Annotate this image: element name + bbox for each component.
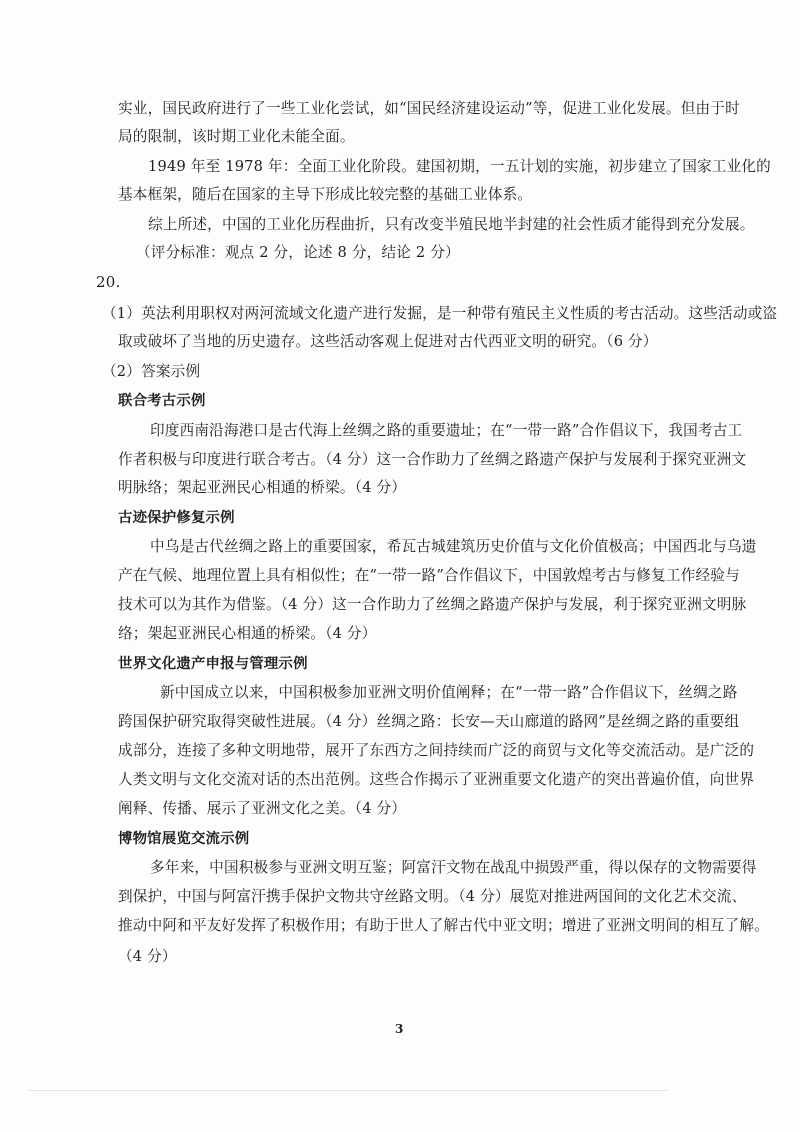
paragraph-line: 局的限制，该时期工业化未能全面。 [118,128,355,145]
conclusion-paragraph: 综上所述，中国的工业化历程曲折，只有改变半殖民地半封建的社会性质才能得到充分发展。 [148,216,755,233]
example-line: 阐释、传播、展示了亚洲文化之美。（4 分） [118,800,407,817]
paragraph-line: 1949 年至 1978 年：全面工业化阶段。建国初期，一五计划的实施，初步建立了国家工业化的 [148,158,771,175]
example-line: 技术可以为其作为借鉴。（4 分）这一合作助力了丝绸之路遗产保护与发展，利于探究亚洲文明脉 [118,596,747,613]
example-line: 中乌是古代丝绸之路上的重要国家，希瓦古城建筑历史价值与文化价值极高；中国西北与乌遗 [150,538,757,555]
example-heading: 世界文化遗产申报与管理示例 [118,656,308,672]
example-line: 人类文明与文化交流对话的杰出范例。这些合作揭示了亚洲重要文化遗产的突出普遍价值，向世界 [118,771,755,788]
example-line: 推动中阿和平友好发挥了积极作用；有助于世人了解古代中亚文明；增进了亚洲文明间的相互了解。 [118,917,769,934]
answer-part1-line: 取或破坏了当地的历史遗存。这些活动客观上促进对古代西亚文明的研究。（6 分） [118,333,658,350]
example-line: 产在气候、地理位置上具有相似性；在“一带一路”合作倡议下，中国敦煌考古与修复工作经验与 [118,567,740,584]
example-line: 印度西南沿海港口是古代海上丝绸之路的重要遗址；在“一带一路”合作倡议下，我国考古工 [150,422,743,439]
question-number: 20. [96,273,121,291]
paragraph-line: 基本框架，随后在国家的主导下形成比较完整的基础工业体系。 [118,186,533,203]
example-line: 到保护，中国与阿富汗携手保护文物共守丝路文明。（4 分）展览对推进两国间的文化艺术交流、 [118,888,747,905]
example-line: 作者积极与印度进行联合考古。（4 分）这一合作助力了丝绸之路遗产保护与发展利于探究亚洲文 [118,451,747,468]
grading-criteria: （评分标准：观点 2 分，论述 8 分，结论 2 分） [136,244,460,261]
example-line: 多年来，中国积极参与亚洲文明互鉴；阿富汗文物在战乱中损毁严重，得以保存的文物需要得 [150,859,757,876]
example-line: 络；架起亚洲民心相通的桥梁。（4 分） [118,625,377,642]
answer-part1-line: （1）英法利用职权对两河流域文化遗产进行发掘，是一种带有殖民主义性质的考古活动。这些活动或盗 [102,305,778,322]
example-line: （4 分） [118,948,177,965]
example-heading: 联合考古示例 [118,393,206,409]
page-number: 3 [395,1022,404,1036]
example-line: 跨国保护研究取得突破性进展。（4 分）丝绸之路：长安—天山廊道的路网”是丝绸之路的重要组 [118,713,740,730]
example-heading: 古迹保护修复示例 [118,510,235,526]
example-line: 新中国成立以来，中国积极参加亚洲文明价值阐释；在“一带一路”合作倡议下，丝绸之路 [160,684,738,701]
bottom-divider [28,1090,668,1091]
example-line: 成部分，连接了多种文明地带，展开了东西方之间持续而广泛的商贸与文化等交流活动。是广泛的 [118,742,755,759]
example-line: 明脉络；架起亚洲民心相通的桥梁。（4 分） [118,479,407,496]
answer-part2-label: （2）答案示例 [102,363,201,380]
example-heading: 博物馆展览交流示例 [118,831,250,847]
paragraph-line: 实业，国民政府进行了一些工业化尝试，如“国民经济建设运动”等，促进工业化发展。但由于时 [118,100,740,117]
